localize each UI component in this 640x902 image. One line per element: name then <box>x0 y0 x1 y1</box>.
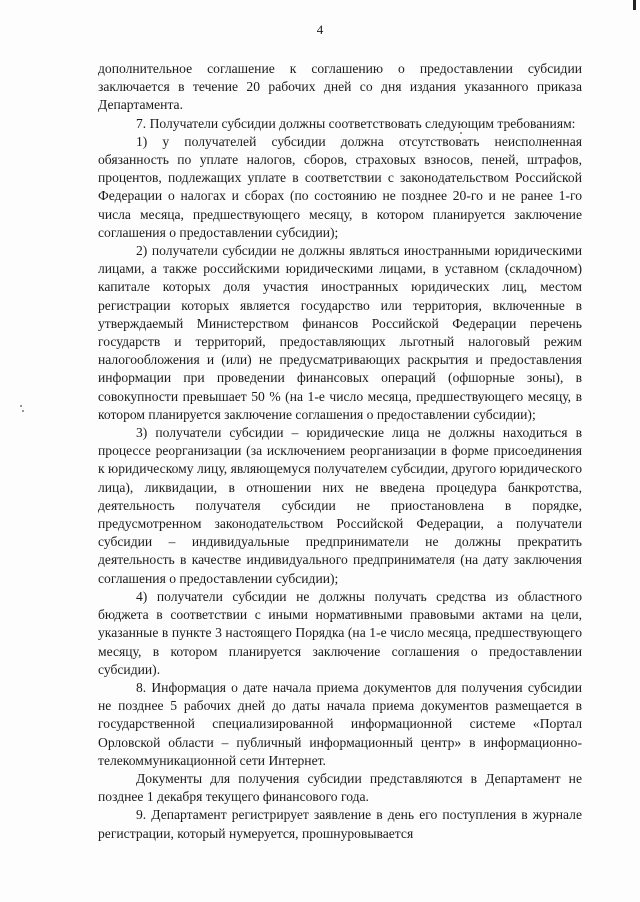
paragraph-subitem-4: 4) получатели субсидии не должны получать средства из областного бюджета в соответствии с иными нормативными правовыми актами на цели, указанные в пункте 3 настоящего Порядка (на 1-е число месяца, предшествующего месяцу, в котором планируется заключение соглашения о предоставлении субсидии). <box>98 588 582 677</box>
page-number: 4 <box>316 22 324 37</box>
paragraph-documents-deadline: Документы для получения субсидии представляются в Департамент не позднее 1 декабря текущего финансового года. <box>98 770 582 805</box>
document-body <box>98 60 582 843</box>
paragraph-item-7: 7. Получатели субсидии должны соответствовать следующим требованиям: <box>136 115 576 131</box>
paragraph-subitem-2: 2) получатели субсидии не должны являться иностранными юридическими лицами, а также российскими юридическими лицами, в уставном (складочном) капитале которых доля участия иностранных юридических лиц, местом регистрации которых является государство или территория, включенные в утверждаемый Министерством финансов Российской Федерации перечень государств и территорий, предоставляющих льготный налоговый режим налогообложения и (или) не предусматривающих раскрытия и предоставления информации при проведении финансовых операций (офшорные зоны), в совокупности превышает 50 % (на 1-е число месяца, предшествующего месяцу, в котором планируется заключение соглашения о предоставлении субсидии); <box>98 243 582 422</box>
scan-speck <box>460 132 462 134</box>
paragraph-subitem-3: 3) получатели субсидии – юридические лица не должны находиться в процессе реорганизации (за исключением реорганизации в форме присоединения к юридическому лицу, являющемуся получателем субсидии, другого юридического лица), ликвидации, в отношении них не введена процедура банкротства, деятельность получателя субсидии не приостановлена в порядке, предусмотренном законодательством Российской Федерации, а получатели субсидии – индивидуальные предприниматели не должны прекратить деятельность в качестве индивидуального предпринимателя (на дату заключения соглашения о предоставлении субсидии); <box>98 425 582 586</box>
paragraph-subitem-1: 1) у получателей субсидии должна отсутствовать неисполненная обязанность по уплате налогов, сборов, страховых взносов, пеней, штрафов, процентов, подлежащих уплате в соответствии с законодательством Российской Федерации о налогах и сборах (по состоянию не позднее 20-го и не ранее 1-го числа месяца, предшествующего месяцу, в котором планируется заключение соглашения о предоставлении субсидии); <box>98 133 582 240</box>
paragraph-item-9: 9. Департамент регистрирует заявление в день его поступления в журнале регистрации, который нумеруется, прошнуровывается <box>98 807 582 841</box>
paragraph-continuation: дополнительное соглашение к соглашению о предоставлении субсидии заключается в течение 20 рабочих дней со дня издания указанного приказа Департамента. <box>98 61 582 113</box>
paragraph-item-8: 8. Информация о дате начала приема документов для получения субсидии не позднее 5 рабочих дней до даты начала приема документов размещается в государственной специализированной информационной системе «Портал Орловской области – публичный информационный центр» в информационно-телекоммуникационной сети Интернет. <box>98 679 582 768</box>
scan-speck <box>22 410 24 412</box>
scan-speck <box>20 405 22 407</box>
scan-corner-mark <box>633 0 636 10</box>
